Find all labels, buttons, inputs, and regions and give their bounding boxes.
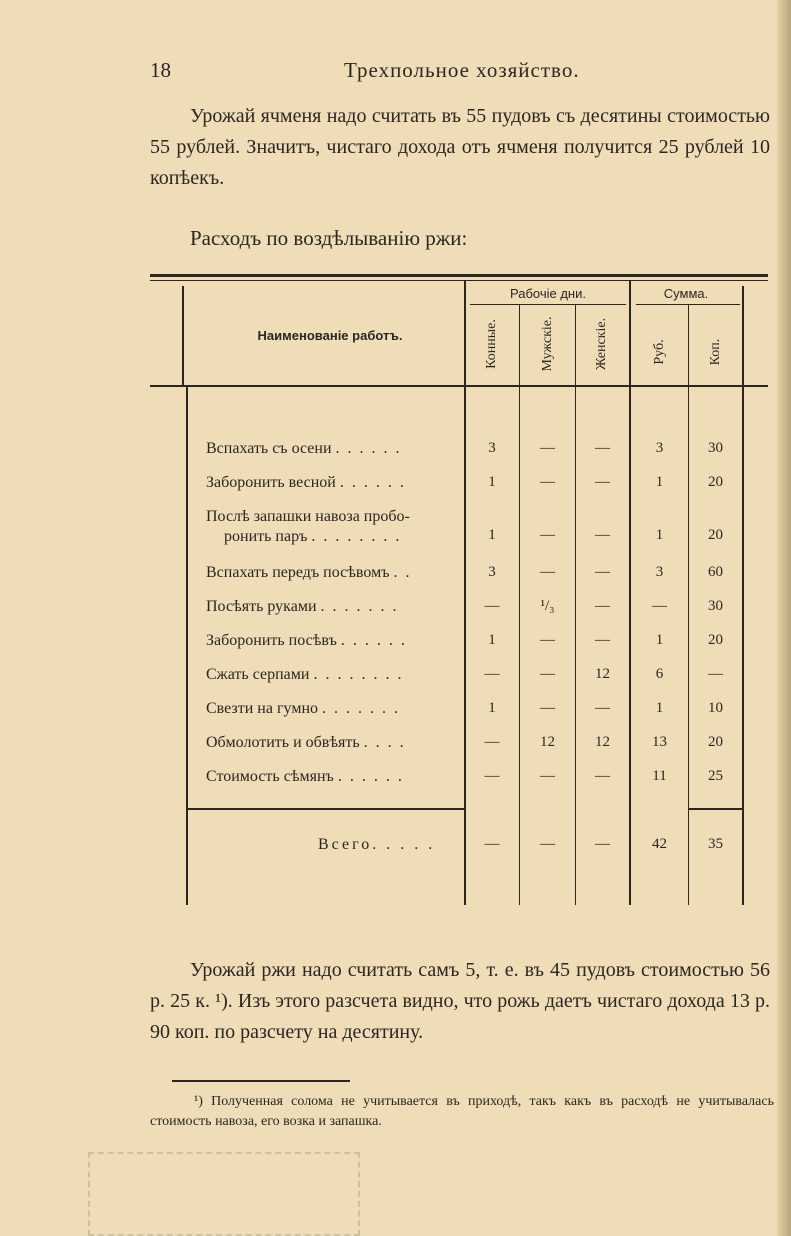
table-heading: Расходъ по воздѣлыванію ржи: (190, 226, 468, 250)
col-rule-right (742, 286, 744, 905)
cell-horse: 3 (488, 440, 496, 456)
cell-kop: 10 (708, 700, 723, 716)
total-separator-left (186, 808, 466, 810)
cell-rub: 1 (655, 527, 664, 543)
cell-rub: 11 (652, 768, 667, 784)
cell-kop: 20 (708, 474, 723, 490)
cell-women: — (595, 632, 610, 648)
cell-rub: 6 (655, 666, 664, 682)
cell-women: — (595, 440, 610, 456)
cell-men: 12 (540, 734, 555, 750)
paragraph-barley-text: Урожай ячменя надо считать въ 55 пудовъ съ десятины стоимостью 55 рублей. Значитъ, чистаго дохода отъ ячменя получится 25 рублей 10 копѣекъ. (150, 105, 770, 189)
cell-women: — (595, 474, 610, 490)
paragraph-rye-text: Урожай ржи надо считать самъ 5, т. е. въ 45 пудовъ стоимостью 56 р. 25 к. ¹). Изъ этого разсчета видно, что рожь даетъ чистаго дохода 13 р. 90 коп. по разсчету на десятину. (150, 959, 770, 1043)
cell-women: — (595, 700, 610, 716)
cell-kop: 30 (708, 440, 723, 456)
row-label: Обмолотить и обвѣять . . . . (206, 734, 406, 751)
paragraph-rye (150, 955, 770, 1048)
cell-horse: 1 (488, 700, 496, 716)
header-rub: Руб. (652, 339, 667, 365)
cell-men: — (540, 474, 555, 490)
row-label: Заборонить весной . . . . . . (206, 474, 406, 491)
cell-women: 12 (595, 734, 610, 750)
cell-horse: — (484, 734, 500, 750)
cell-kop: — (708, 666, 723, 682)
cell-rub: 1 (655, 700, 664, 716)
total-women: — (595, 836, 610, 852)
cell-men: — (540, 527, 555, 543)
header-sum: Сумма. (663, 286, 709, 301)
header-horse: Конные. (484, 319, 499, 369)
footnote (150, 1092, 774, 1132)
header-work-name: Наименованіе работъ. (257, 328, 403, 343)
header-bottom-rule (150, 385, 768, 387)
cell-horse: — (484, 666, 500, 682)
cell-kop: 20 (708, 527, 723, 543)
row-label: Вспахать съ осени . . . . . . (206, 440, 402, 457)
cell-horse: 1 (488, 474, 496, 490)
cell-women: — (595, 598, 610, 614)
col-rule-women (629, 280, 631, 905)
row-label-line2: ронить паръ . . . . . . . . (224, 528, 402, 545)
col-rule-left (186, 387, 188, 905)
cell-rub: 13 (652, 734, 667, 750)
page-header (150, 58, 770, 88)
row-label: Вспахать передъ посѣвомъ . . (206, 564, 412, 581)
cell-men: — (540, 666, 555, 682)
cell-kop: 25 (708, 768, 723, 784)
cell-kop: 60 (708, 564, 723, 580)
table-top-rule (150, 274, 768, 277)
cell-men: — (540, 700, 555, 716)
total-separator-right (688, 808, 744, 810)
cell-men: — (540, 440, 555, 456)
total-rub: 42 (652, 836, 667, 852)
cell-rub: 3 (655, 564, 664, 580)
cell-horse: 1 (488, 527, 496, 543)
table-top-rule-thin (150, 280, 768, 281)
header-men: Мужскіе. (540, 316, 555, 372)
workdays-underline (470, 304, 626, 305)
cell-horse: 1 (488, 632, 496, 648)
library-stamp (88, 1152, 360, 1236)
footnote-rule (172, 1080, 350, 1082)
cell-men: — (540, 564, 555, 580)
cell-men: — (540, 632, 555, 648)
header-women: Женскіе. (594, 317, 609, 371)
page-edge (777, 0, 791, 1236)
header-workdays: Рабочіе дни. (509, 286, 586, 301)
cell-rub: 1 (655, 474, 664, 490)
cell-women: — (595, 564, 610, 580)
row-label-line1: Послѣ запашки навоза пробо- (206, 508, 410, 525)
cell-rub: 1 (655, 632, 664, 648)
cell-men: — (540, 768, 555, 784)
total-label: Всего. . . . . (318, 836, 436, 853)
cell-kop: 20 (708, 632, 723, 648)
page-number: 18 (150, 58, 171, 82)
cell-men: ¹/₃ (540, 598, 555, 614)
expense-table (150, 274, 770, 914)
row-label: Сжать серпами . . . . . . . . (206, 666, 404, 683)
cell-women: — (595, 768, 610, 784)
cell-women: 12 (595, 666, 610, 682)
col-rule-name (464, 280, 466, 905)
running-title: Трехпольное хозяйство. (344, 58, 580, 82)
header-kop: Коп. (708, 338, 723, 366)
cell-horse: — (484, 598, 500, 614)
cell-rub: — (652, 598, 667, 614)
total-men: — (540, 836, 555, 852)
total-kop: 35 (708, 836, 723, 852)
footnote-text: ¹) Полученная солома не учитывается въ приходѣ, такъ какъ въ расходѣ не учитывалась стоимость навоза, его возка и запашка. (150, 1094, 774, 1129)
cell-women: — (595, 527, 610, 543)
row-label: Стоимость сѣмянъ . . . . . . (206, 768, 404, 785)
row-label: Посѣять руками . . . . . . . (206, 598, 399, 615)
row-label: Свезти на гумно . . . . . . . (206, 700, 401, 717)
cell-horse: 3 (488, 564, 496, 580)
cell-kop: 20 (708, 734, 723, 750)
total-horse: — (484, 836, 500, 852)
cell-horse: — (484, 768, 500, 784)
row-label: Заборонить посѣвъ . . . . . . (206, 632, 407, 649)
cell-kop: 30 (708, 598, 723, 614)
cell-rub: 3 (655, 440, 664, 456)
col-rule-left-header (182, 286, 184, 385)
paragraph-barley (150, 101, 770, 194)
